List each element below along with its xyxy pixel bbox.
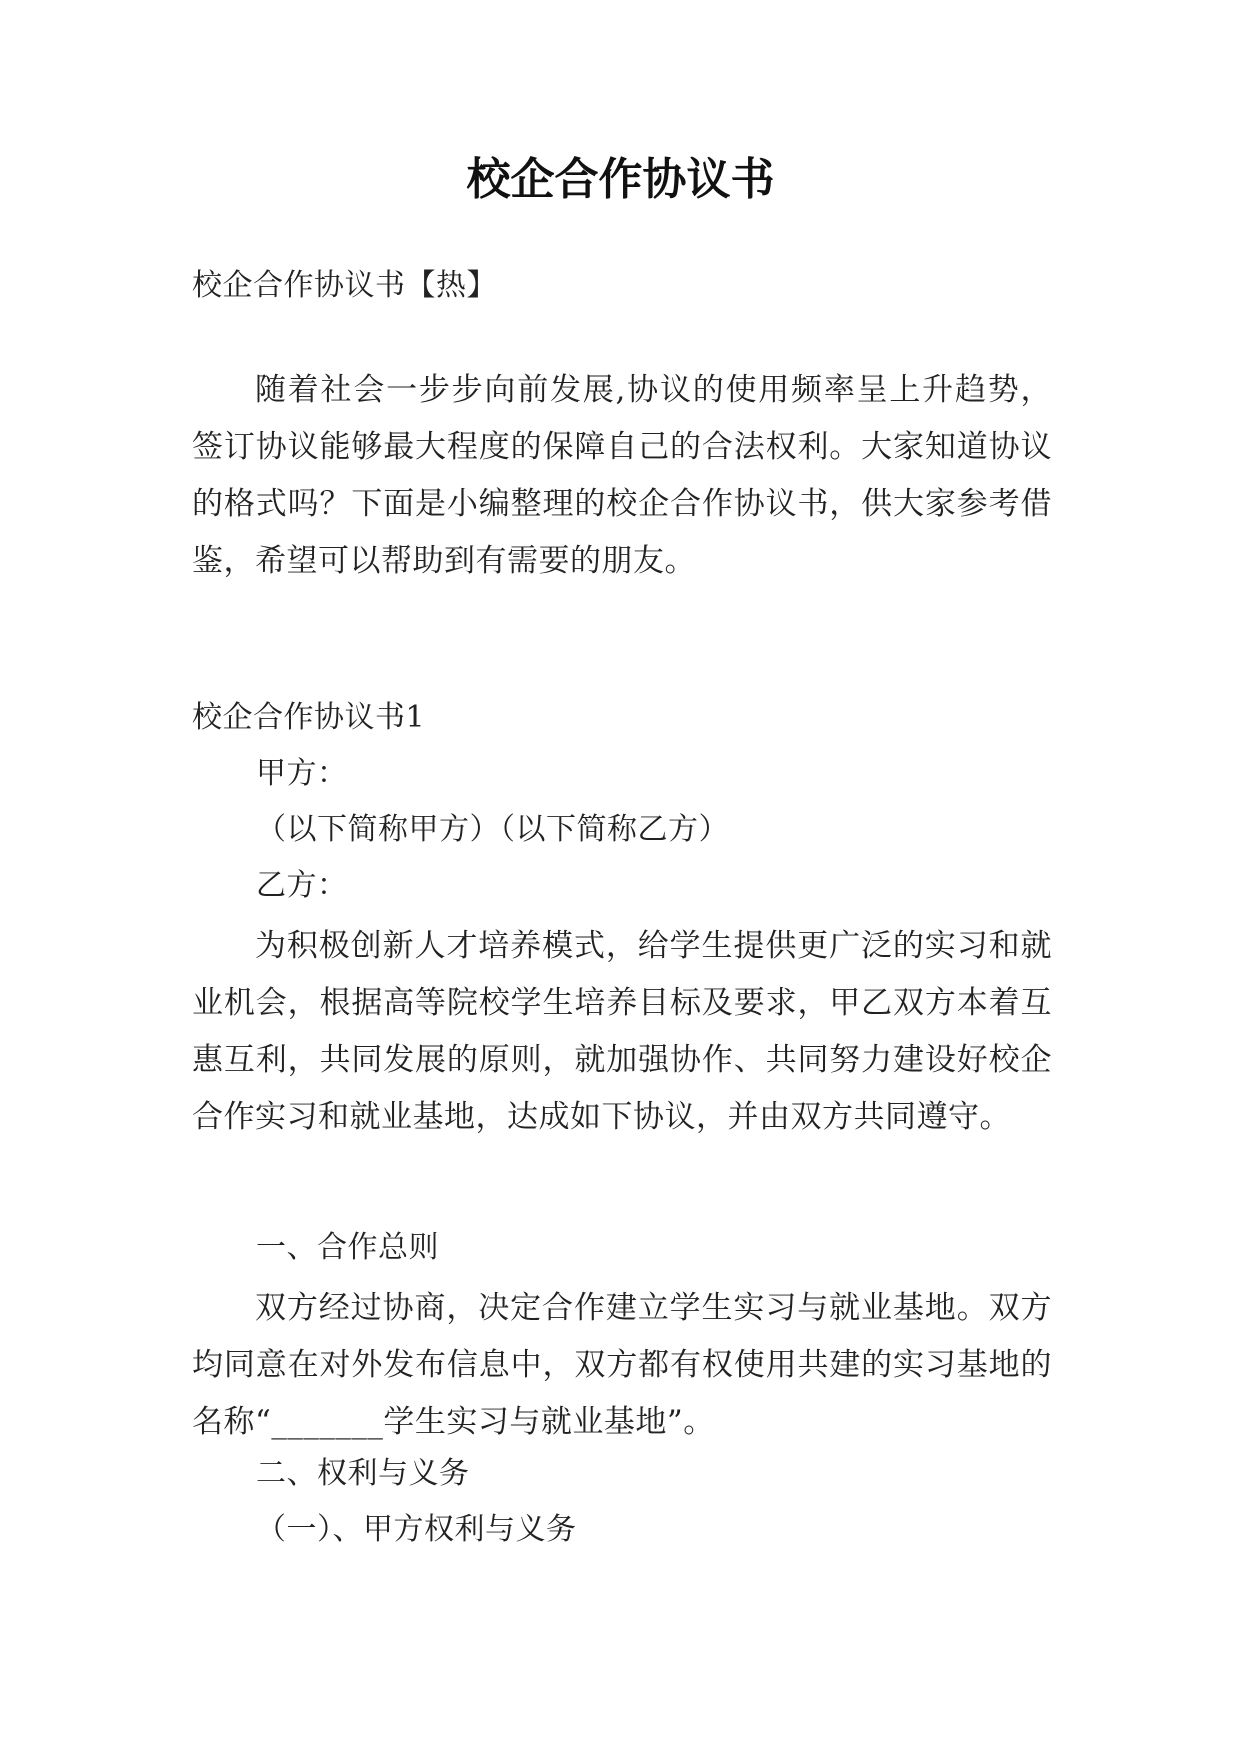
general-principle-paragraph: 双方经过协商，决定合作建立学生实习与就业基地。双方均同意在对外发布信息中，双方都有权使用共建的实习基地的名称“_______学生实习与就业基地”。 bbox=[192, 1290, 1052, 1440]
document-subtitle: 校企合作协议书【热】 bbox=[192, 268, 497, 303]
heading-rights-obligations: 二、权利与义务 bbox=[256, 1456, 470, 1491]
abbreviations-line: （以下简称甲方）（以下简称乙方） bbox=[256, 812, 729, 847]
party-a-label: 甲方： bbox=[256, 756, 348, 791]
section-heading: 校企合作协议书1 bbox=[192, 700, 426, 735]
heading-general-principles: 一、合作总则 bbox=[256, 1230, 439, 1265]
intro-paragraph: 随着社会一步步向前发展,协议的使用频率呈上升趋势，签订协议能够最大程度的保障自己的合法权利。大家知道协议的格式吗？下面是小编整理的校企合作协议书，供大家参考借鉴，希望可以帮助到有需要的朋友。 bbox=[192, 372, 1052, 579]
preamble-paragraph: 为积极创新人才培养模式，给学生提供更广泛的实习和就业机会，根据高等院校学生培养目标及要求，甲乙双方本着互惠互利，共同发展的原则，就加强协作、共同努力建设好校企合作实习和就业基地，达成如下协议，并由双方共同遵守。 bbox=[192, 928, 1052, 1135]
party-b-label: 乙方： bbox=[256, 868, 348, 903]
document-title: 校企合作协议书 bbox=[466, 154, 775, 205]
heading-party-a-rights: （一）、甲方权利与义务 bbox=[256, 1512, 577, 1547]
